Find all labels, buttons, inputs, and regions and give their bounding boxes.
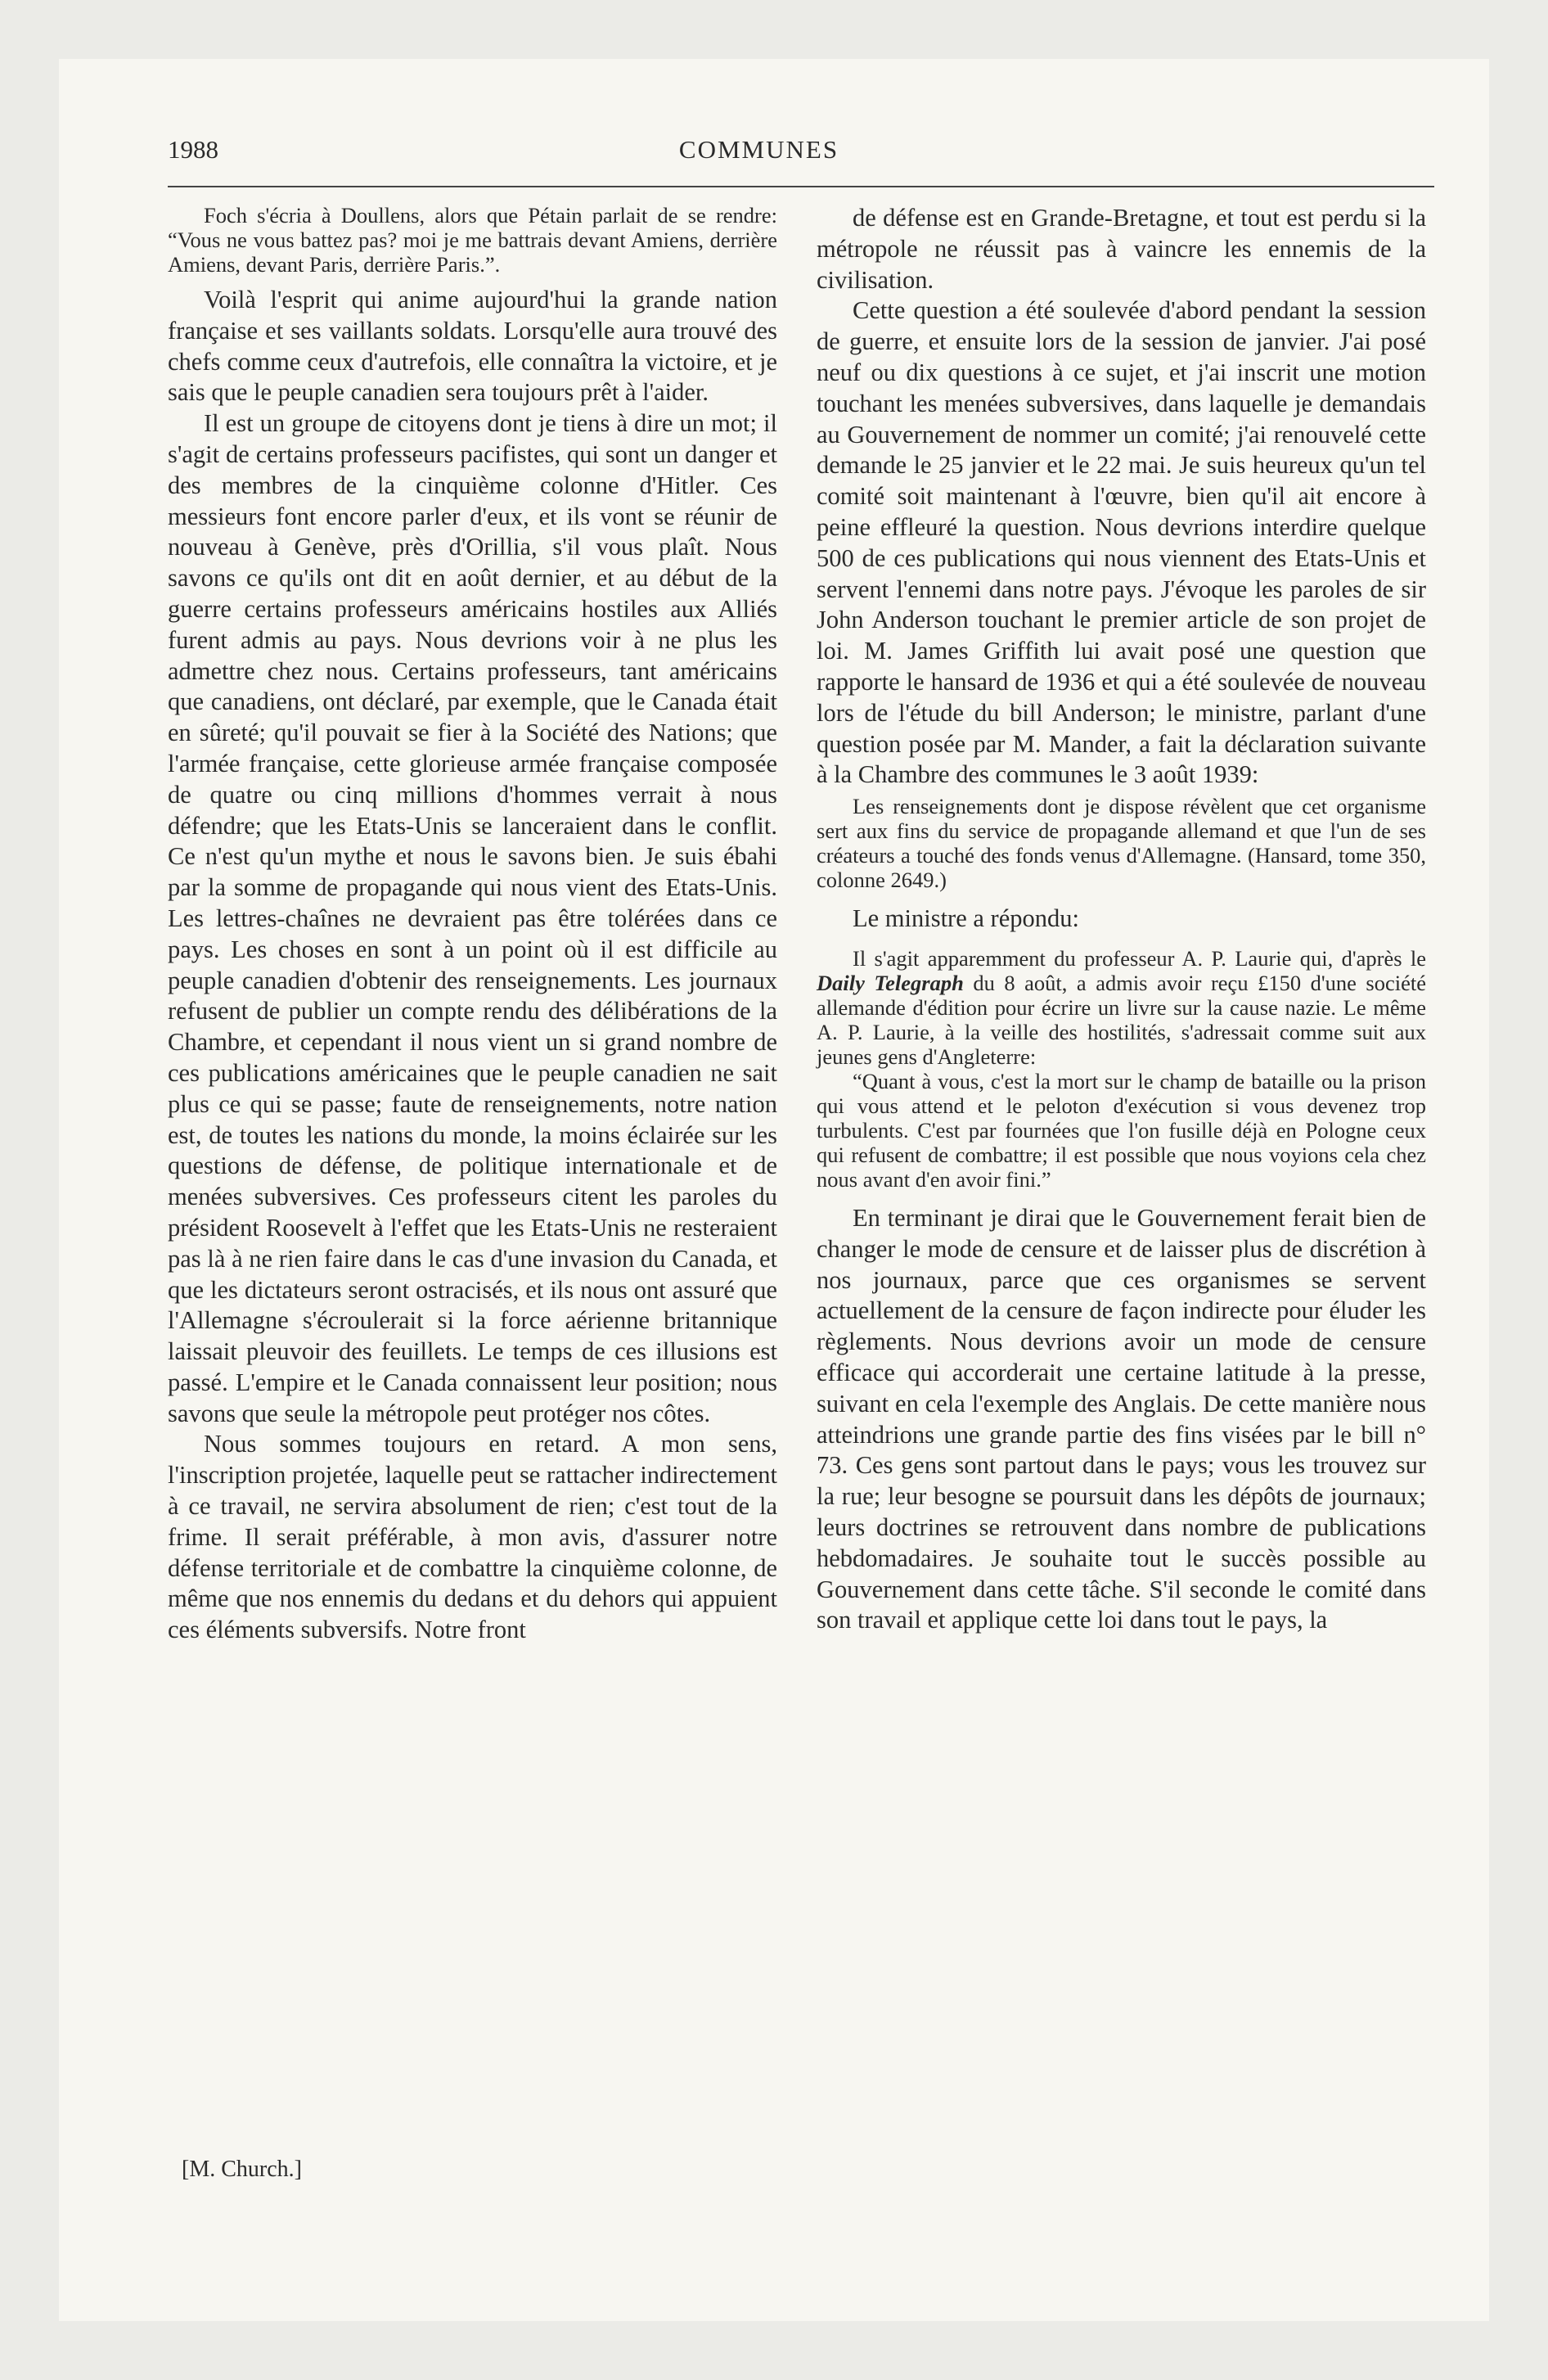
block-quote: Les renseignements dont je dispose révèlent que cet organisme sert aux fins du service de propagande allemand et que l'un de ses créateurs a touché des fonds venus d'Allemagne. (Hansard, tome 350, colonne 2649.): [817, 794, 1426, 893]
paragraph: Nous sommes toujours en retard. A mon sens, l'inscription projetée, laquelle peut se rattacher indirectement à ce travail, ne servira absolument de rien; c'est tout de la frime. Il serait préférable, à mon avis, d'assurer notre défense territoriale et de combattre la cinquième colonne, de même que nos ennemis du dedans et du dehors qui appuient ces éléments subversifs. Notre front: [168, 1430, 777, 1644]
right-column: [817, 203, 1426, 1636]
block-quote: [817, 946, 1426, 1069]
paragraph: Le ministre a répondu:: [853, 904, 1079, 933]
quote-text: du 8 août, a admis avoir reçu £150 d'une société allemande d'édition pour écrire un livre sur la cause nazie. Le même A. P. Laurie, à la veille des hostilités, s'adressait comme suit aux jeunes gens d'Angleterre:: [817, 970, 1426, 1069]
speaker-note: [M. Church.]: [182, 2157, 302, 2182]
left-column: [168, 203, 777, 1646]
paragraph: Voilà l'esprit qui anime aujourd'hui la grande nation française et ses vaillants soldats. Lorsqu'elle aura trouvé des chefs comme ceux d'autrefois, elle connaîtra la victoire, et je sais que le peuple canadien sera toujours prêt à l'aider.: [168, 286, 777, 407]
opening-quote: Foch s'écria à Doullens, alors que Pétain parlait de se rendre: “Vous ne vous battez pas? moi je me battrais devant Amiens, derrière Amiens, devant Paris, derrière Paris.”.: [168, 203, 777, 277]
page-header: [168, 135, 1350, 176]
page-number: 1988: [168, 135, 218, 164]
paragraph: En terminant je dirai que le Gouvernement ferait bien de changer le mode de censure et de laisser plus de discrétion à nos journaux, parce que ces organismes se servent actuellement de la censure de façon indirecte pour éluder les règlements. Nous devrions avoir un mode de censure efficace qui accorderait une certaine latitude à la presse, suivant en cela l'exemple des Anglais. De cette manière nous atteindrions une grande partie des fins visées par le bill n° 73. Ces gens sont partout dans le pays; vous les trouvez sur la rue; leur besogne se poursuit dans les dépôts de journaux; leurs doctrines se retrouvent dans nombre de publications hebdomadaires. Je souhaite tout le succès possible au Gouvernement dans cette tâche. S'il seconde le comité dans son travail et applique cette loi dans tout le pays, la: [817, 1203, 1426, 1634]
block-quote: “Quant à vous, c'est la mort sur le champ de bataille ou la prison qui vous attend et le peloton d'exécution si vous devenez trop turbulents. C'est par fournées que l'on fusille déjà en Pologne ceux qui refusent de combattre; il est possible que nous voyions cela chez nous avant d'en avoir fini.”: [817, 1068, 1426, 1192]
running-head: COMMUNES: [678, 135, 839, 164]
quote-text: Il s'agit apparemment du professeur A. P. Laurie qui, d'après le: [853, 945, 1426, 971]
newspaper-title: Daily Telegraph: [817, 970, 964, 995]
header-rule: [168, 186, 1434, 187]
paragraph: Cette question a été soulevée d'abord pendant la session de guerre, et ensuite lors de la session de janvier. J'ai posé neuf ou dix questions à ce sujet, et j'ai inscrit une motion touchant les menées subversives, dans laquelle je demandais au Gouvernement de nommer un comité; j'ai renouvelé cette demande le 25 janvier et le 22 mai. Je suis heureux qu'un tel comité soit maintenant à l'œuvre, bien qu'il ait encore à peine effleuré la question. Nous devrions interdire quelque 500 de ces publications qui nous viennent des Etats-Unis et servent l'ennemi dans notre pays. J'évoque les paroles de sir John Anderson touchant le premier article de son projet de loi. M. James Griffith lui avait posé une question que rapporte le hansard de 1936 et qui a été soulevée de nouveau lors de l'étude du bill Anderson; le ministre, parlant d'une question posée par M. Mander, a fait la déclaration suivante à la Chambre des communes le 3 août 1939:: [817, 296, 1426, 789]
paragraph: de défense est en Grande-Bretagne, et tout est perdu si la métropole ne réussit pas à vaincre les ennemis de la civilisation.: [817, 204, 1426, 294]
paragraph: Il est un groupe de citoyens dont je tiens à dire un mot; il s'agit de certains professeurs pacifistes, qui sont un danger et des membres de la cinquième colonne d'Hitler. Ces messieurs font encore parler d'eux, et ils vont se réunir de nouveau à Genève, près d'Orillia, s'il vous plaît. Nous savons ce qu'ils ont dit en août dernier, et au début de la guerre certains professeurs américains hostiles aux Alliés furent admis au pays. Nous devrions voir à ne plus les admettre chez nous. Certains professeurs, tant américains que canadiens, ont déclaré, par exemple, que le Canada était en sûreté; qu'il pouvait se fier à la Société des Nations; que l'armée française, cette glorieuse armée française composée de quatre ou cinq millions d'hommes verrait à nous défendre; que les Etats-Unis se lanceraient dans le conflit. Ce n'est qu'un mythe et nous le savons bien. Je suis ébahi par la somme de propagande qui nous vient des Etats-Unis. Les lettres-chaînes ne devraient pas être tolérées dans ce pays. Les choses en sont à un point où il est difficile au peuple canadien d'obtenir des renseignements. Les journaux refusent de publier un compte rendu des délibérations de la Chambre, et cependant il nous vient un si grand nombre de ces publications américaines que le peuple canadien ne sait plus ce qui se passe; faute de renseignements, notre nation est, de toutes les nations du monde, la moins éclairée sur les questions de défense, de politique internationale et de menées subversives. Ces professeurs citent les paroles du président Roosevelt à l'effet que les Etats-Unis ne resteraient pas là à ne rien faire dans le cas d'une invasion du Canada, et que les dictateurs seront ostracisés, et ils nous ont assuré que l'Allemagne s'écroulerait si la force aérienne britannique laissait pleuvoir des feuillets. Le temps de ces illusions est passé. L'empire et le Canada connaissent leur position; nous savons que seule la métropole peut protéger nos côtes.: [168, 409, 777, 1427]
